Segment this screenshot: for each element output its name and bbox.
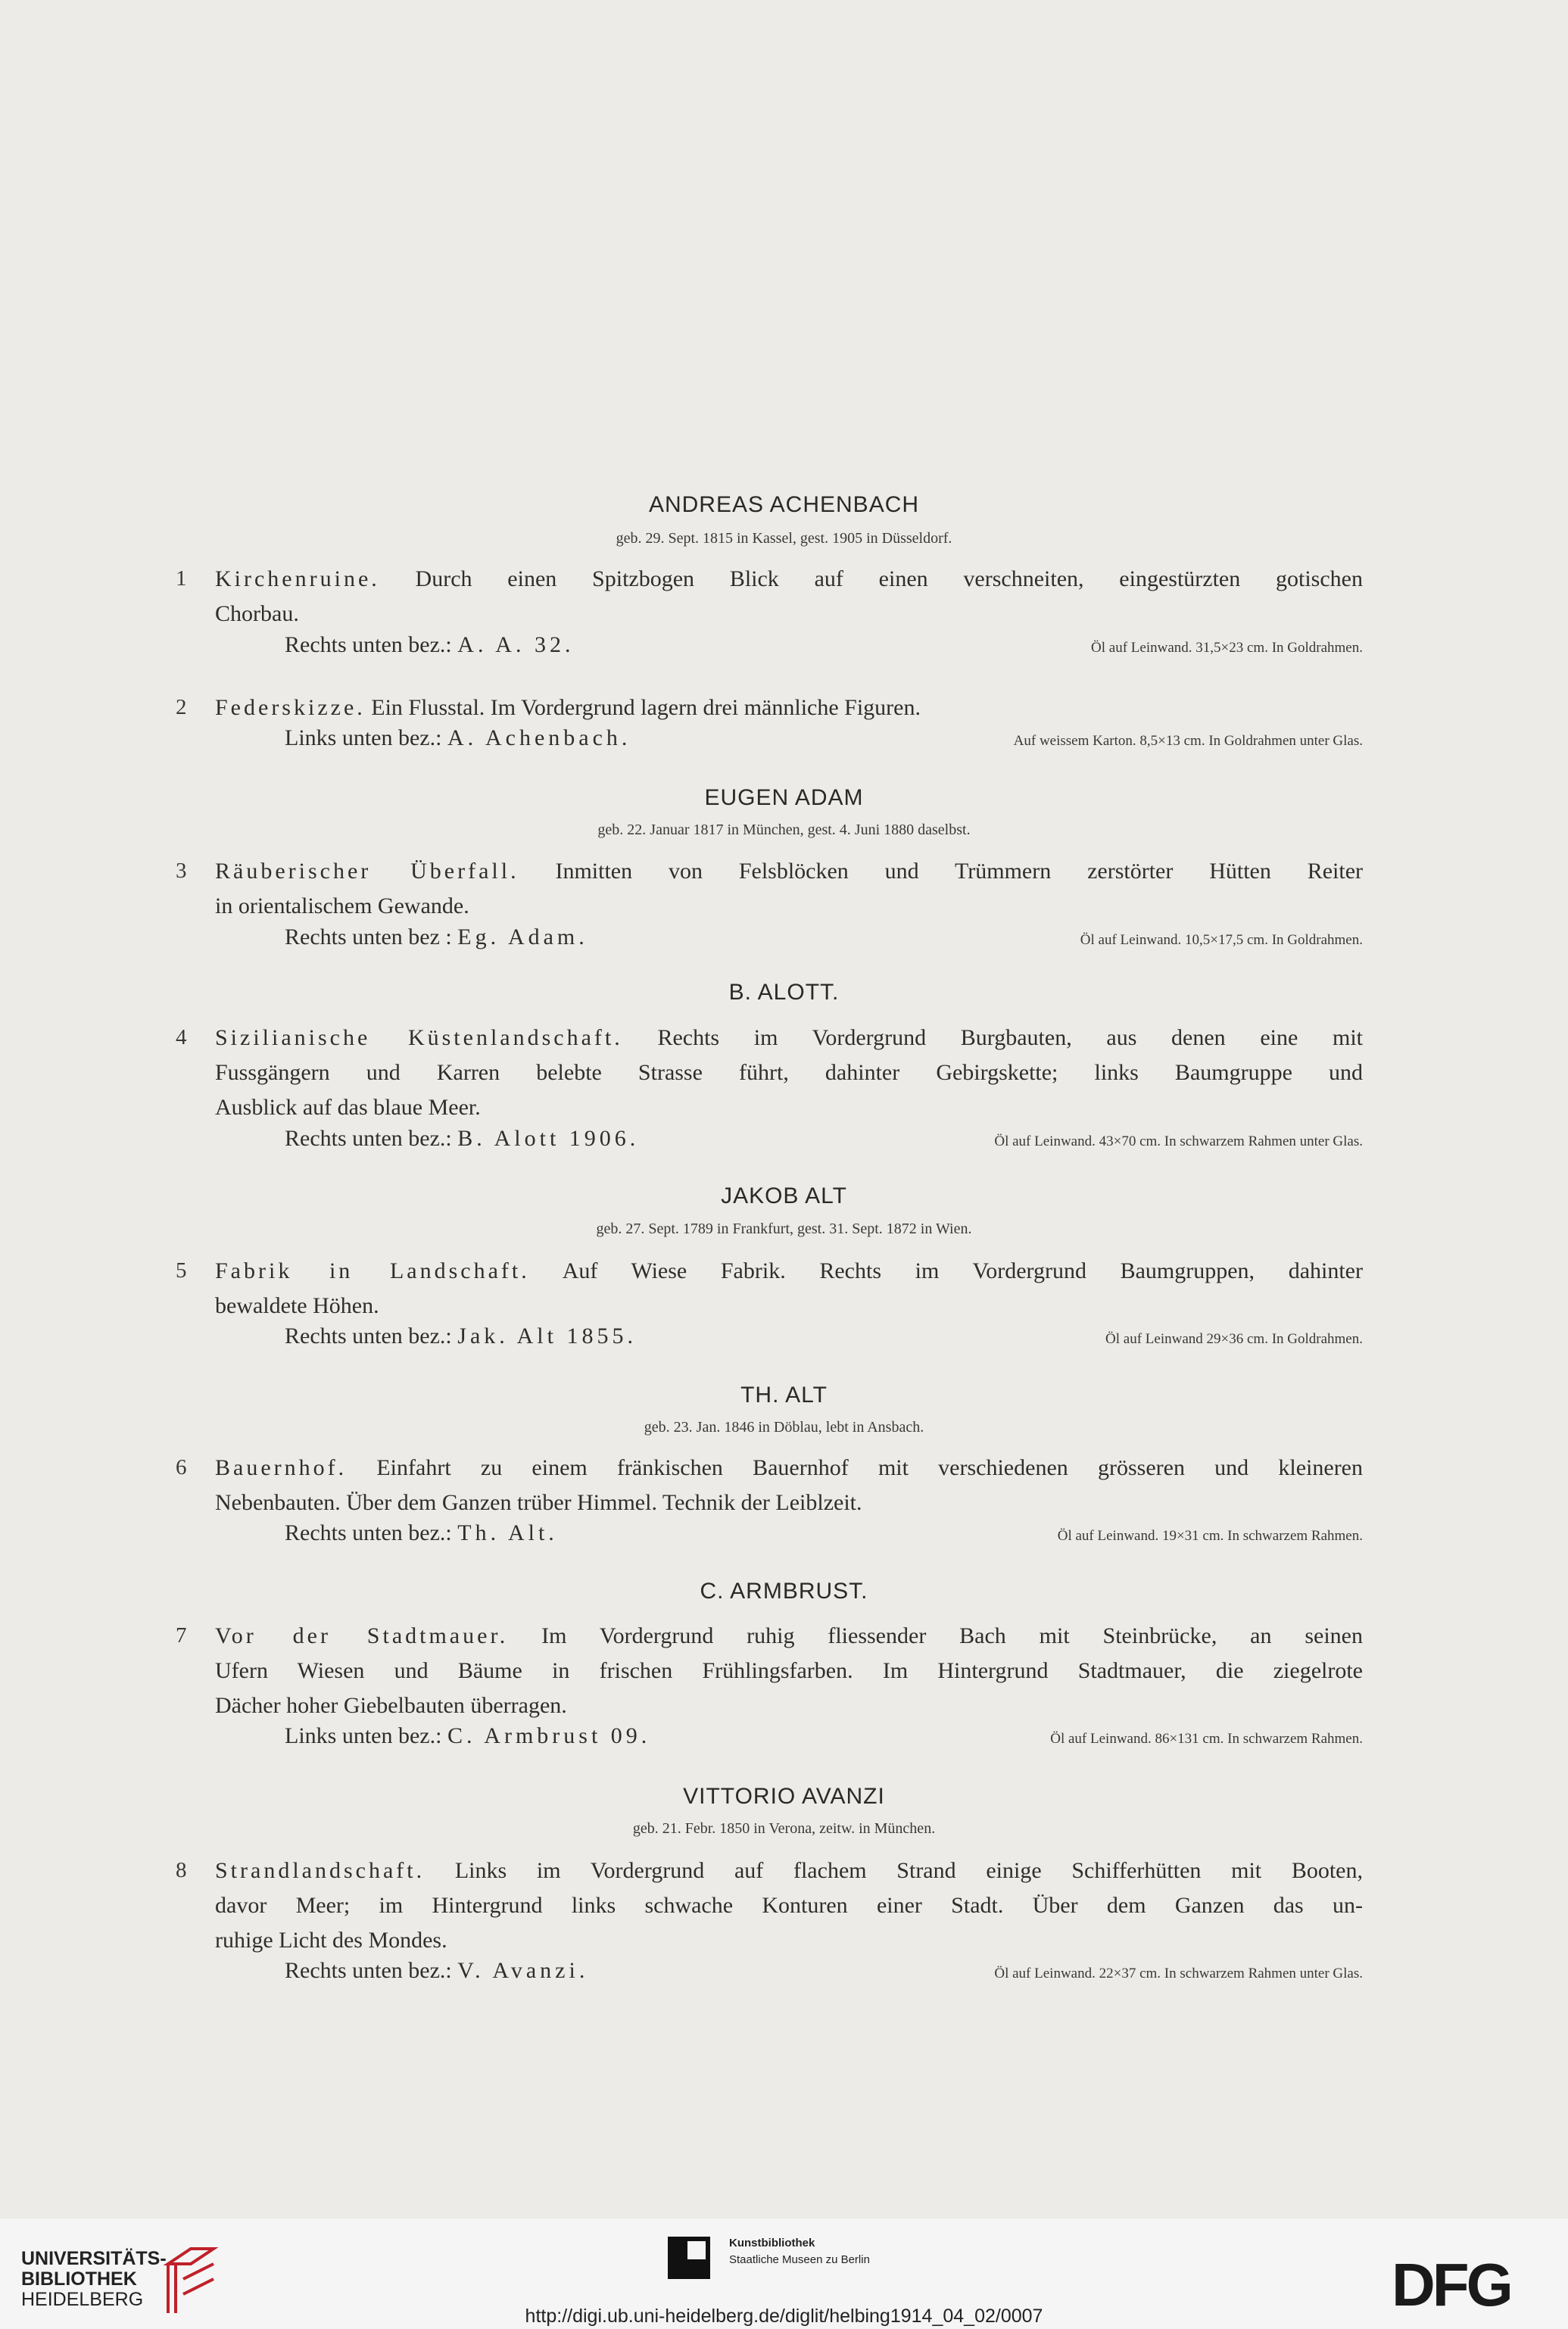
footer-bar (0, 2218, 1568, 2329)
artist-heading: C. ARMBRUST. (700, 1579, 868, 1604)
lot-title: Fabrik in Landschaft. (215, 1258, 530, 1283)
lot-number: 8 (176, 1858, 187, 1882)
lot-description-line: Dächer hoher Giebelbauten überragen. (215, 1693, 567, 1718)
lot-description-line: ruhige Licht des Mondes. (215, 1928, 447, 1953)
artist-bio: geb. 22. Januar 1817 in München, gest. 4. Juni 1880 daselbst. (597, 822, 971, 838)
lot-number: 4 (176, 1025, 187, 1049)
kunstbibliothek-label: Kunstbibliothek Staatliche Museen zu Berlin (729, 2237, 870, 2266)
lot-technique: Öl auf Leinwand. 31,5×23 cm. In Goldrahmen. (1091, 640, 1363, 656)
lot-description-line: Räuberischer Überfall. Inmitten von Felsblöcken und Trümmern zerstörter Hütten Reiter (215, 859, 1364, 884)
lot-signature: Links unten bez.: A. Achenbach. (285, 725, 631, 750)
lot-title: Strandlandschaft. (215, 1858, 426, 1883)
artist-bio: geb. 29. Sept. 1815 in Kassel, gest. 1905 in Düsseldorf. (616, 530, 952, 547)
lot-technique: Öl auf Leinwand. 86×131 cm. In schwarzem Rahmen. (1050, 1731, 1363, 1747)
lot-title: Sizilianische Küstenlandschaft. (215, 1025, 623, 1050)
lot-number: 3 (176, 859, 187, 883)
artist-heading: ANDREAS ACHENBACH (648, 492, 920, 517)
lot-description-line: Kirchenruine. Durch einen Spitzbogen Blick auf einen verschneiten, eingestürzten gotischen (215, 566, 1363, 591)
lot-number: 2 (176, 695, 187, 719)
artist-heading: JAKOB ALT (721, 1183, 847, 1208)
lot-description-line: Sizilianische Küstenlandschaft. Rechts im Vordergrund Burgbauten, aus denen eine mit (215, 1025, 1364, 1050)
lot-technique: Öl auf Leinwand 29×36 cm. In Goldrahmen. (1105, 1331, 1363, 1347)
lot-description-line: Fabrik in Landschaft. Auf Wiese Fabrik. Rechts im Vordergrund Baumgruppen, dahinter (215, 1258, 1363, 1283)
ub-heidelberg-logo[interactable]: UNIVERSITÄTS- BIBLIOTHEK HEIDELBERG (21, 2248, 167, 2310)
dfg-logo[interactable]: DFG (1392, 2251, 1510, 2318)
lot-title: Bauernhof. (215, 1455, 348, 1480)
lot-title: Vor der Stadtmauer. (215, 1623, 509, 1648)
lot-description-line: Strandlandschaft. Links im Vordergrund auf flachem Strand einige Schifferhütten mit Booten, (215, 1858, 1363, 1883)
artist-heading: B. ALOTT. (728, 980, 840, 1005)
lot-number: 6 (176, 1455, 187, 1479)
lot-technique: Öl auf Leinwand. 19×31 cm. In schwarzem Rahmen. (1057, 1528, 1363, 1544)
artist-heading: VITTORIO AVANZI (683, 1784, 885, 1809)
artist-heading: TH. ALT (740, 1383, 828, 1408)
lot-description-line: Nebenbauten. Über dem Ganzen trüber Himmel. Technik der Leiblzeit. (215, 1490, 862, 1515)
page-url-link[interactable]: http://digi.ub.uni-heidelberg.de/diglit/helbing1914_04_02/0007 (525, 2306, 1043, 2327)
kunstbibliothek-logo-icon[interactable] (666, 2235, 712, 2281)
lot-technique: Öl auf Leinwand. 10,5×17,5 cm. In Goldrahmen. (1080, 932, 1363, 948)
lot-description-line: Federskizze. Ein Flusstal. Im Vordergrund lagern drei männliche Figuren. (215, 695, 921, 720)
lot-signature: Rechts unten bez.: Jak. Alt 1855. (285, 1324, 637, 1348)
lot-technique: Öl auf Leinwand. 43×70 cm. In schwarzem Rahmen unter Glas. (994, 1133, 1363, 1149)
lot-description-line: Fussgängern und Karren belebte Strasse führt, dahinter Gebirgskette; links Baumgruppe und (215, 1060, 1363, 1085)
lot-description-line: Ufern Wiesen und Bäume in frischen Frühlingsfarben. Im Hintergrund Stadtmauer, die ziegelrote (215, 1658, 1363, 1683)
lot-description-line: bewaldete Höhen. (215, 1293, 379, 1318)
lot-technique: Öl auf Leinwand. 22×37 cm. In schwarzem Rahmen unter Glas. (994, 1966, 1363, 1981)
lot-signature: Rechts unten bez.: A. A. 32. (285, 632, 575, 657)
lot-description-line: Chorbau. (215, 601, 299, 626)
artist-heading: EUGEN ADAM (704, 785, 864, 810)
lot-description-line: Bauernhof. Einfahrt zu einem fränkischen Bauernhof mit verschiedenen grösseren und kleineren (215, 1455, 1363, 1480)
lot-signature: Rechts unten bez : Eg. Adam. (285, 924, 588, 949)
lot-description-line: in orientalischem Gewande. (215, 893, 469, 918)
artist-bio: geb. 21. Febr. 1850 in Verona, zeitw. in München. (632, 1820, 936, 1837)
lot-number: 1 (176, 566, 187, 591)
lot-title: Kirchenruine. (215, 566, 380, 591)
lot-description-line: Ausblick auf das blaue Meer. (215, 1095, 481, 1120)
lot-signature: Rechts unten bez.: B. Alott 1906. (285, 1126, 640, 1151)
lot-number: 5 (176, 1258, 187, 1283)
lot-title: Räuberischer Überfall. (215, 859, 519, 884)
lot-description-line: davor Meer; im Hintergrund links schwache Konturen einer Stadt. Über dem Ganzen das un- (215, 1893, 1363, 1918)
artist-bio: geb. 27. Sept. 1789 in Frankfurt, gest. 31. Sept. 1872 in Wien. (596, 1221, 972, 1237)
lot-title: Federskizze. (215, 695, 366, 720)
lot-signature: Rechts unten bez.: Th. Alt. (285, 1520, 558, 1545)
lot-signature: Links unten bez.: C. Armbrust 09. (285, 1723, 651, 1748)
artist-bio: geb. 23. Jan. 1846 in Döblau, lebt in Ansbach. (644, 1419, 924, 1436)
lot-number: 7 (176, 1623, 187, 1648)
lot-technique: Auf weissem Karton. 8,5×13 cm. In Goldrahmen unter Glas. (1013, 733, 1363, 749)
lot-description-line: Vor der Stadtmauer. Im Vordergrund ruhig fliessender Bach mit Steinbrücke, an seinen (215, 1623, 1363, 1648)
lot-signature: Rechts unten bez.: V. Avanzi. (285, 1958, 589, 1983)
